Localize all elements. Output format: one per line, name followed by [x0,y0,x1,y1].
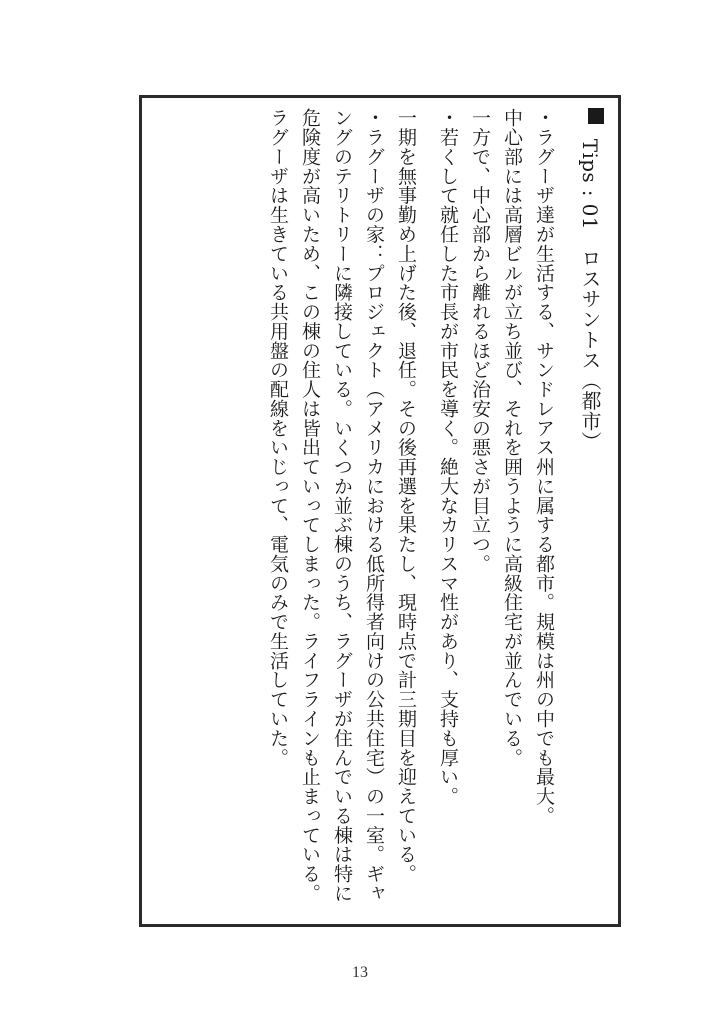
page-number: 13 [352,964,368,981]
section-2-paragraph-2: 一期を無事勤め上げた後、退任。その後再選を果たし、現時点で計三期目を迎えている。 [395,108,417,884]
section-3-paragraph-1: ・ラグーザの家：プロジェクト（アメリカにおける低所得者向けの公共住宅）の一室。ギャングのテリトリーに隣接している。いくつか並ぶ棟のうち、ラグーザが住んでいる棟は特に危険度が高いため、この棟の住人は皆出ていってしまった。ライフラインも止まっている。ラグーザは生きている共用盤の配線をいじって、電気のみで生活していた。 [267,108,385,903]
section-1-paragraph-1: ・ラグーザ達が生活する、サンドレアス州に属する都市。規模は州の中でも最大。 [533,108,555,826]
tips-content [252,108,606,918]
section-2-paragraph-1: ・若くして就任した市長が市民を導く。絶大なカリスマ性があり、支持も厚い。 [437,108,459,806]
tips-box [139,95,621,927]
section-1-paragraph-3: 一方で、中心部から離れるほど治安の悪さが目立つ。 [469,108,491,574]
tips-title: ロスサントス（都市） [578,247,602,452]
black-square-icon [588,108,604,124]
section-1-paragraph-2: 中心部には高層ビルが立ち並び、それを囲うように高級住宅が並んでいる。 [501,108,523,767]
tips-label: Tips : 01 [578,138,602,230]
tips-heading [574,108,606,918]
